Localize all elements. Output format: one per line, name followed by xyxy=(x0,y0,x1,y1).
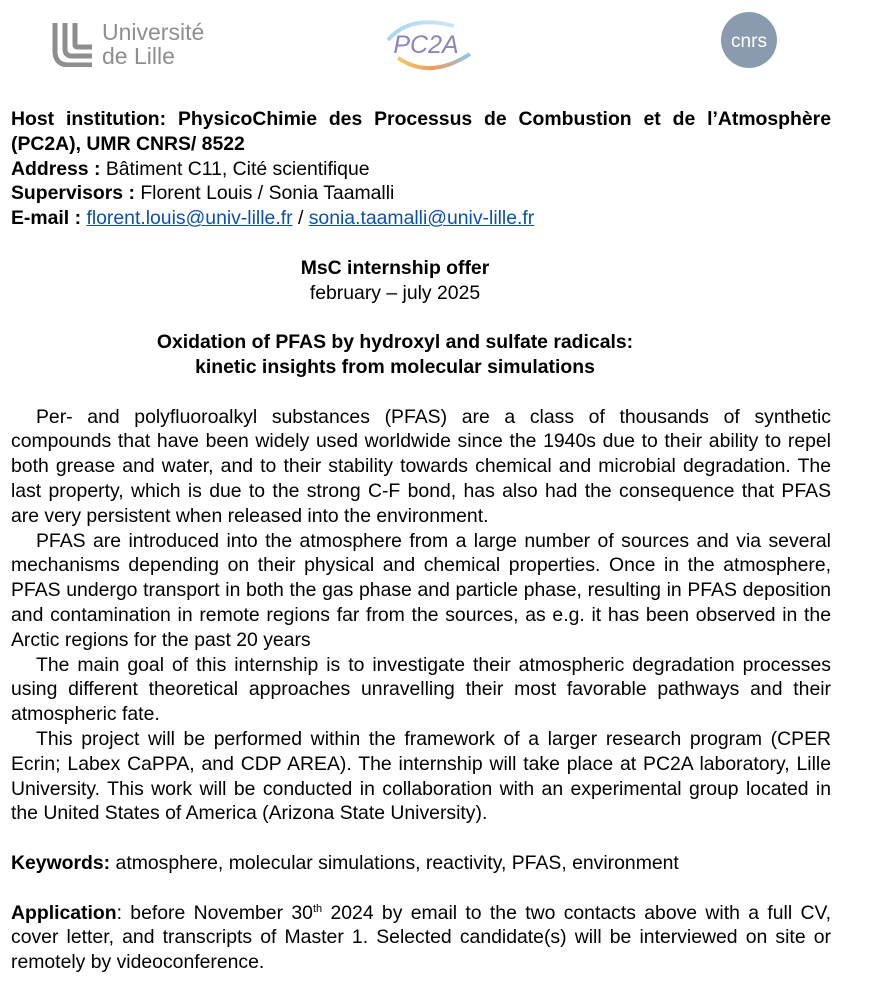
application-text-before: : before November 30 xyxy=(116,901,313,924)
email-link-sonia[interactable]: sonia.taamalli@univ-lille.fr xyxy=(308,207,535,230)
keywords-value: atmosphere, molecular simulations, reactivity, PFAS, environment xyxy=(115,851,679,874)
host-institution xyxy=(11,107,831,157)
keywords-label: Keywords: xyxy=(11,851,111,874)
spacer xyxy=(11,305,831,330)
pc2a-logo xyxy=(370,14,482,81)
supervisors-label: Supervisors : xyxy=(11,182,135,205)
paragraph-3: The main goal of this internship is to investigate their atmospheric degradation processes using different theoretical approaches unravelling their most favorable pathways and their atmospheric fate. xyxy=(11,653,831,726)
email-line xyxy=(11,206,831,231)
project-title-line2: kinetic insights from molecular simulations xyxy=(195,355,595,378)
email-link-florent[interactable]: florent.louis@univ-lille.fr xyxy=(86,207,293,230)
pc2a-wordmark: PC2A xyxy=(393,31,459,59)
application-paragraph xyxy=(11,901,831,975)
paragraph-2: PFAS are introduced into the atmosphere from a large number of sources and via several mechanisms depending on their physical and chemical properties. Once in the atmosphere, PFAS undergo transport in both the gas phase and particle phase, resulting in PFAS deposition and contamination in remote regions far from the sources, as e.g. it has been observed in the Arctic regions for the past 20 years xyxy=(11,529,831,651)
offer-heading: MsC internship offer xyxy=(300,256,490,279)
supervisors-line xyxy=(11,181,831,206)
ul-monogram-icon xyxy=(52,21,94,67)
logo-bar xyxy=(0,0,878,90)
host-label: Host institution: xyxy=(11,108,167,130)
supervisors-value: Florent Louis / Sonia Taamalli xyxy=(140,182,395,205)
cnrs-wordmark: cnrs xyxy=(731,31,767,52)
project-title-line1: Oxidation of PFAS by hydroxyl and sulfate radicals: xyxy=(156,331,634,354)
address-value: Bâtiment C11, Cité scientifique xyxy=(105,157,370,180)
paragraph-4: This project will be performed within the framework of a larger research program (CPER Ecrin; Labex CaPPA, and CDP AREA). The internship will take place at PC2A laboratory, Lille University. This work will be conducted in collaboration with an experimental group located in the United States of America (Arizona State University). xyxy=(11,727,831,825)
application-superscript: th xyxy=(312,902,323,915)
email-separator: / xyxy=(297,207,304,230)
application-text-after: 2024 by email to the two contacts above with a full CV, cover letter, and transcripts of Master 1. Selected candidate(s) will be interviewed on site or remotely by videoconference. xyxy=(11,901,831,974)
spacer xyxy=(11,826,831,851)
univ-lille-line1: Université xyxy=(102,19,205,45)
universite-de-lille-logo xyxy=(52,20,204,68)
paragraph-1: Per- and polyfluoroalkyl substances (PFAS) are a class of thousands of synthetic compounds that have been widely used worldwide since the 1940s due to their ability to repel both grease and water, and to their stability towards chemical and microbial degradation. The last property, which is due to the strong C-F bond, has also had the consequence that PFAS are very persistent when released into the environment. xyxy=(11,405,831,527)
keywords-line xyxy=(11,851,831,876)
document-body xyxy=(11,107,831,975)
univ-lille-line2: de Lille xyxy=(102,43,175,69)
email-label: E-mail : xyxy=(11,207,82,230)
spacer xyxy=(11,231,831,256)
address-line xyxy=(11,157,831,182)
spacer xyxy=(11,876,831,901)
application-label: Application xyxy=(11,901,117,924)
host-value: PhysicoChimie des Processus de Combustion et de l’Atmosphère (PC2A), UMR CNRS/ 8522 xyxy=(11,108,831,155)
offer-dates: february – july 2025 xyxy=(309,281,481,304)
spacer xyxy=(11,380,831,405)
cnrs-logo xyxy=(720,11,780,76)
address-label: Address : xyxy=(11,157,101,180)
